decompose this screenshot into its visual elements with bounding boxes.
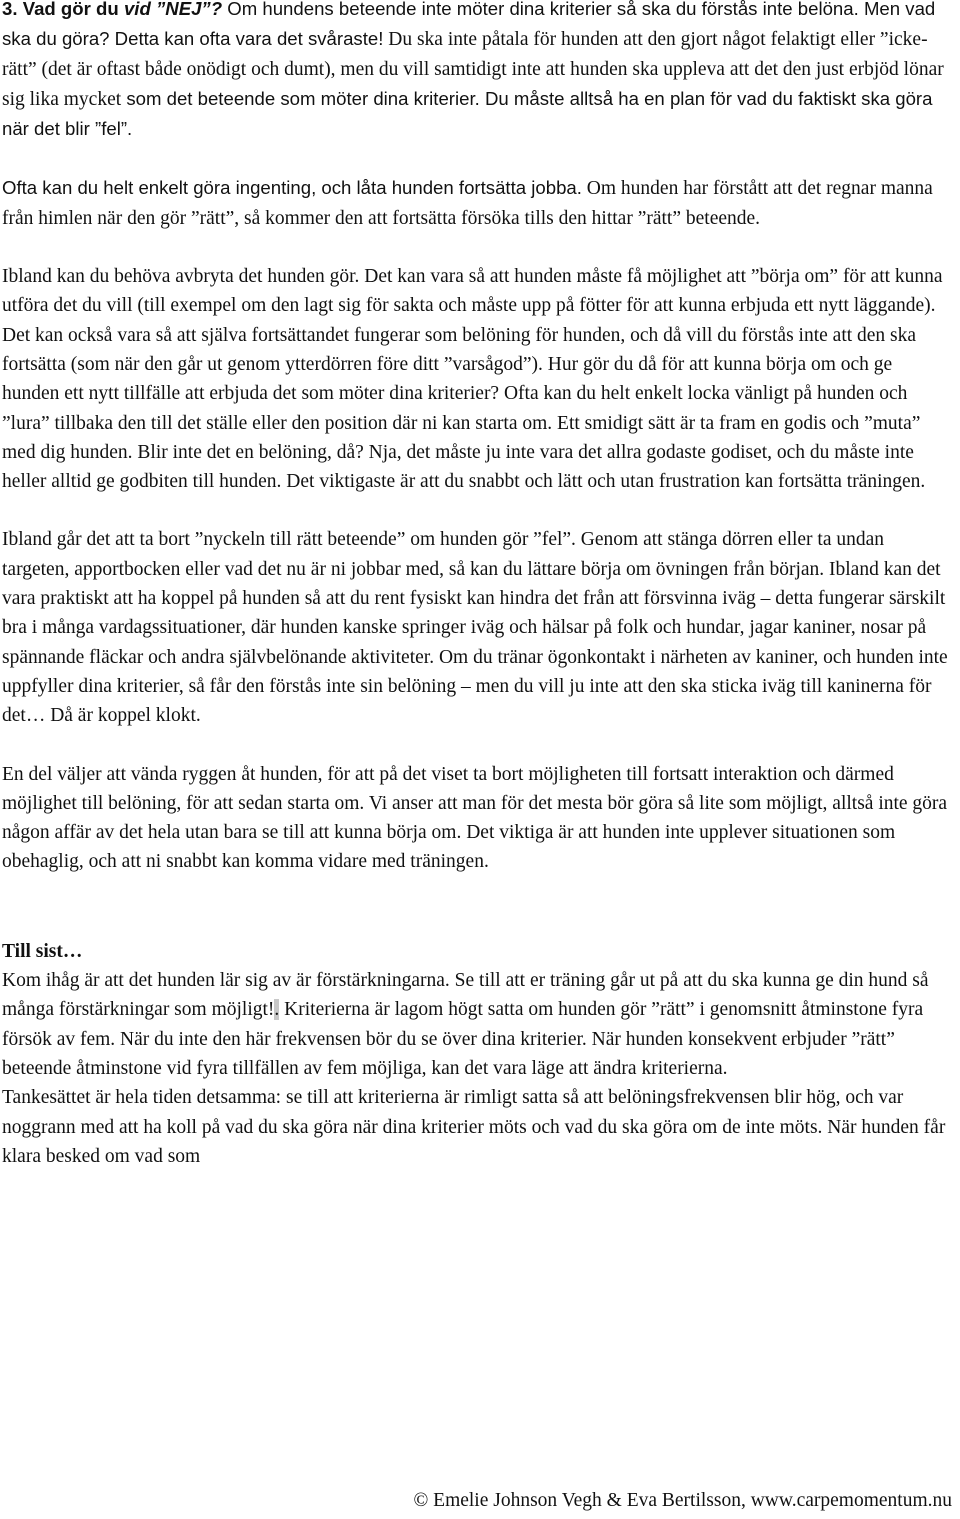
paragraph-do-nothing: [2, 173, 954, 233]
closing-heading: Till sist…: [2, 940, 83, 962]
paragraph-remove-key: Ibland går det att ta bort ”nyckeln till rätt beteende” om hunden gör ”fel”. Genom att stänga dörren eller ta undan targeten, apportbocken eller vad det nu är ni jobbar med, så kan du lättare börja om övningen från början. Ibland kan det vara praktiskt att ha koppel på hunden så att du rent fysiskt kan hindra det från att försvinna iväg – detta fungerar särskilt bra i många vardagssituationer, där hunden kanske springer iväg och hälsar på folk och hundar, jagar kaniner, nosar på spännande fläckar och andra självbelönande aktiviteter. Om du tränar ögonkontakt i närheten av kaniner, och hunden inte uppfyller dina kriterier, så får den förstås inte sin belöning – men du vill ju inte att den ska sticka iväg till kaninerna för det… Då är koppel klokt.: [2, 529, 948, 727]
closing-paragraph-mindset: Tankesättet är hela tiden detsamma: se till att kriterierna är rimligt satta så att belöningsfrekvensen blir hög, och var noggrann med att ha koll på vad du ska göra när dina kriterier möts och vad du ska göra om de inte möts. När hunden får klara besked om vad som: [2, 1087, 946, 1167]
paragraph-gap: [2, 144, 954, 173]
copyright-footer: © Emelie Johnson Vegh & Eva Bertilsson, www.carpemomentum.nu: [413, 1490, 952, 1511]
highlighted-period: .: [274, 999, 280, 1021]
p2-sans-text: Ofta kan du helt enkelt göra ingenting, och låta hunden fortsätta jobba.: [2, 177, 582, 199]
intro-sans-end-text: som det beteende som möter dina kriterier. Du måste alltså ha en plan för vad du faktiskt ska göra när det blir ”fel”.: [2, 87, 933, 140]
closing-paragraph: [2, 966, 954, 1083]
section-title-emphasis: vid ”NEJ”?: [123, 0, 223, 19]
intro-serif-text: Du ska inte påtala för hunden att den gjort något felaktigt eller ”icke-rätt” (det är oftast både onödigt och dumt), men du vill samtidigt inte att hunden ska uppleva att det den just erbjöd lönar sig lika mycket: [2, 29, 944, 110]
section-number: 3.: [2, 0, 18, 19]
section-gap: [2, 877, 954, 937]
closing-text-b: Kriterierna är lagom högt satta om hunden gör ”rätt” i genomsnitt åtminstone fyra försök av fem. När du inte den här frekvensen bör du se över dina kriterier. När hunden konsekvent erbjuder ”rätt” beteende åtminstone vid fyra tillfällen av fem möjliga, kan det vara läge att ändra kriterierna.: [2, 999, 924, 1079]
paragraph-gap: [2, 496, 954, 525]
section-intro-paragraph: [2, 0, 954, 144]
paragraph-gap: [2, 731, 954, 760]
closing-text-a: Kom ihåg är att det hunden lär sig av är förstärkningarna. Se till att er träning går ut på att du ska kunna ge din hund så många förstärkningar som möjligt!: [2, 970, 929, 1021]
intro-sans-text: Om hundens beteende inte möter dina kriterier så ska du förstås inte belöna. Men vad ska du göra? Detta kan ofta vara det svåraste!: [2, 0, 936, 50]
paragraph-gap: [2, 233, 954, 262]
p2-serif-text: Om hunden har förstått att det regnar manna från himlen när den gör ”rätt”, så kommer den att fortsätta försöka tills den hittar ”rätt” beteende.: [2, 178, 933, 229]
paragraph-turn-away: En del väljer att vända ryggen åt hunden, för att på det viset ta bort möjligheten till fortsatt interaktion och därmed möjlighet till belöning, för att sedan starta om. Vi anser att man för det mesta bör göra så lite som möjligt, alltså inte göra någon affär av det hela utan bara se till att kunna börja om. Det viktiga är att hunden inte upplever situationen som obehaglig, och att ni snabbt kan komma vidare med träningen.: [2, 763, 948, 873]
section-title-start: Vad gör du: [22, 0, 124, 19]
paragraph-interrupt: Ibland kan du behöva avbryta det hunden gör. Det kan vara så att hunden måste få möjlighet att ”börja om” för att kunna utföra det du vill (till exempel om den lagt sig för sakta och måste upp på fötter för att kunna erbjuda ett nytt läggande). Det kan också vara så att själva fortsättandet fungerar som belöning för hunden, och då vill du förstås inte att den ska fortsätta (som när den går ut genom ytterdörren före ditt ”varsågod”). Hur gör du då för att kunna börja om och ge hunden ett nytt tillfälle att erbjuda det som möter dina kriterier? Ofta kan du helt enkelt locka vänligt på hunden och ”lura” tillbaka den till det ställe eller den position där ni kan starta om. Ett smidigt sätt är ta fram en godis och ”muta” med dig hunden. Blir inte det en belöning, då? Nja, det måste ju inte vara det allra godaste godiset, och du måste inte heller alltid ge godbiten till hunden. Det viktigaste är att du snabbt och lätt och utan frustration kan fortsätta träningen.: [2, 266, 943, 493]
section-heading: [2, 0, 222, 19]
